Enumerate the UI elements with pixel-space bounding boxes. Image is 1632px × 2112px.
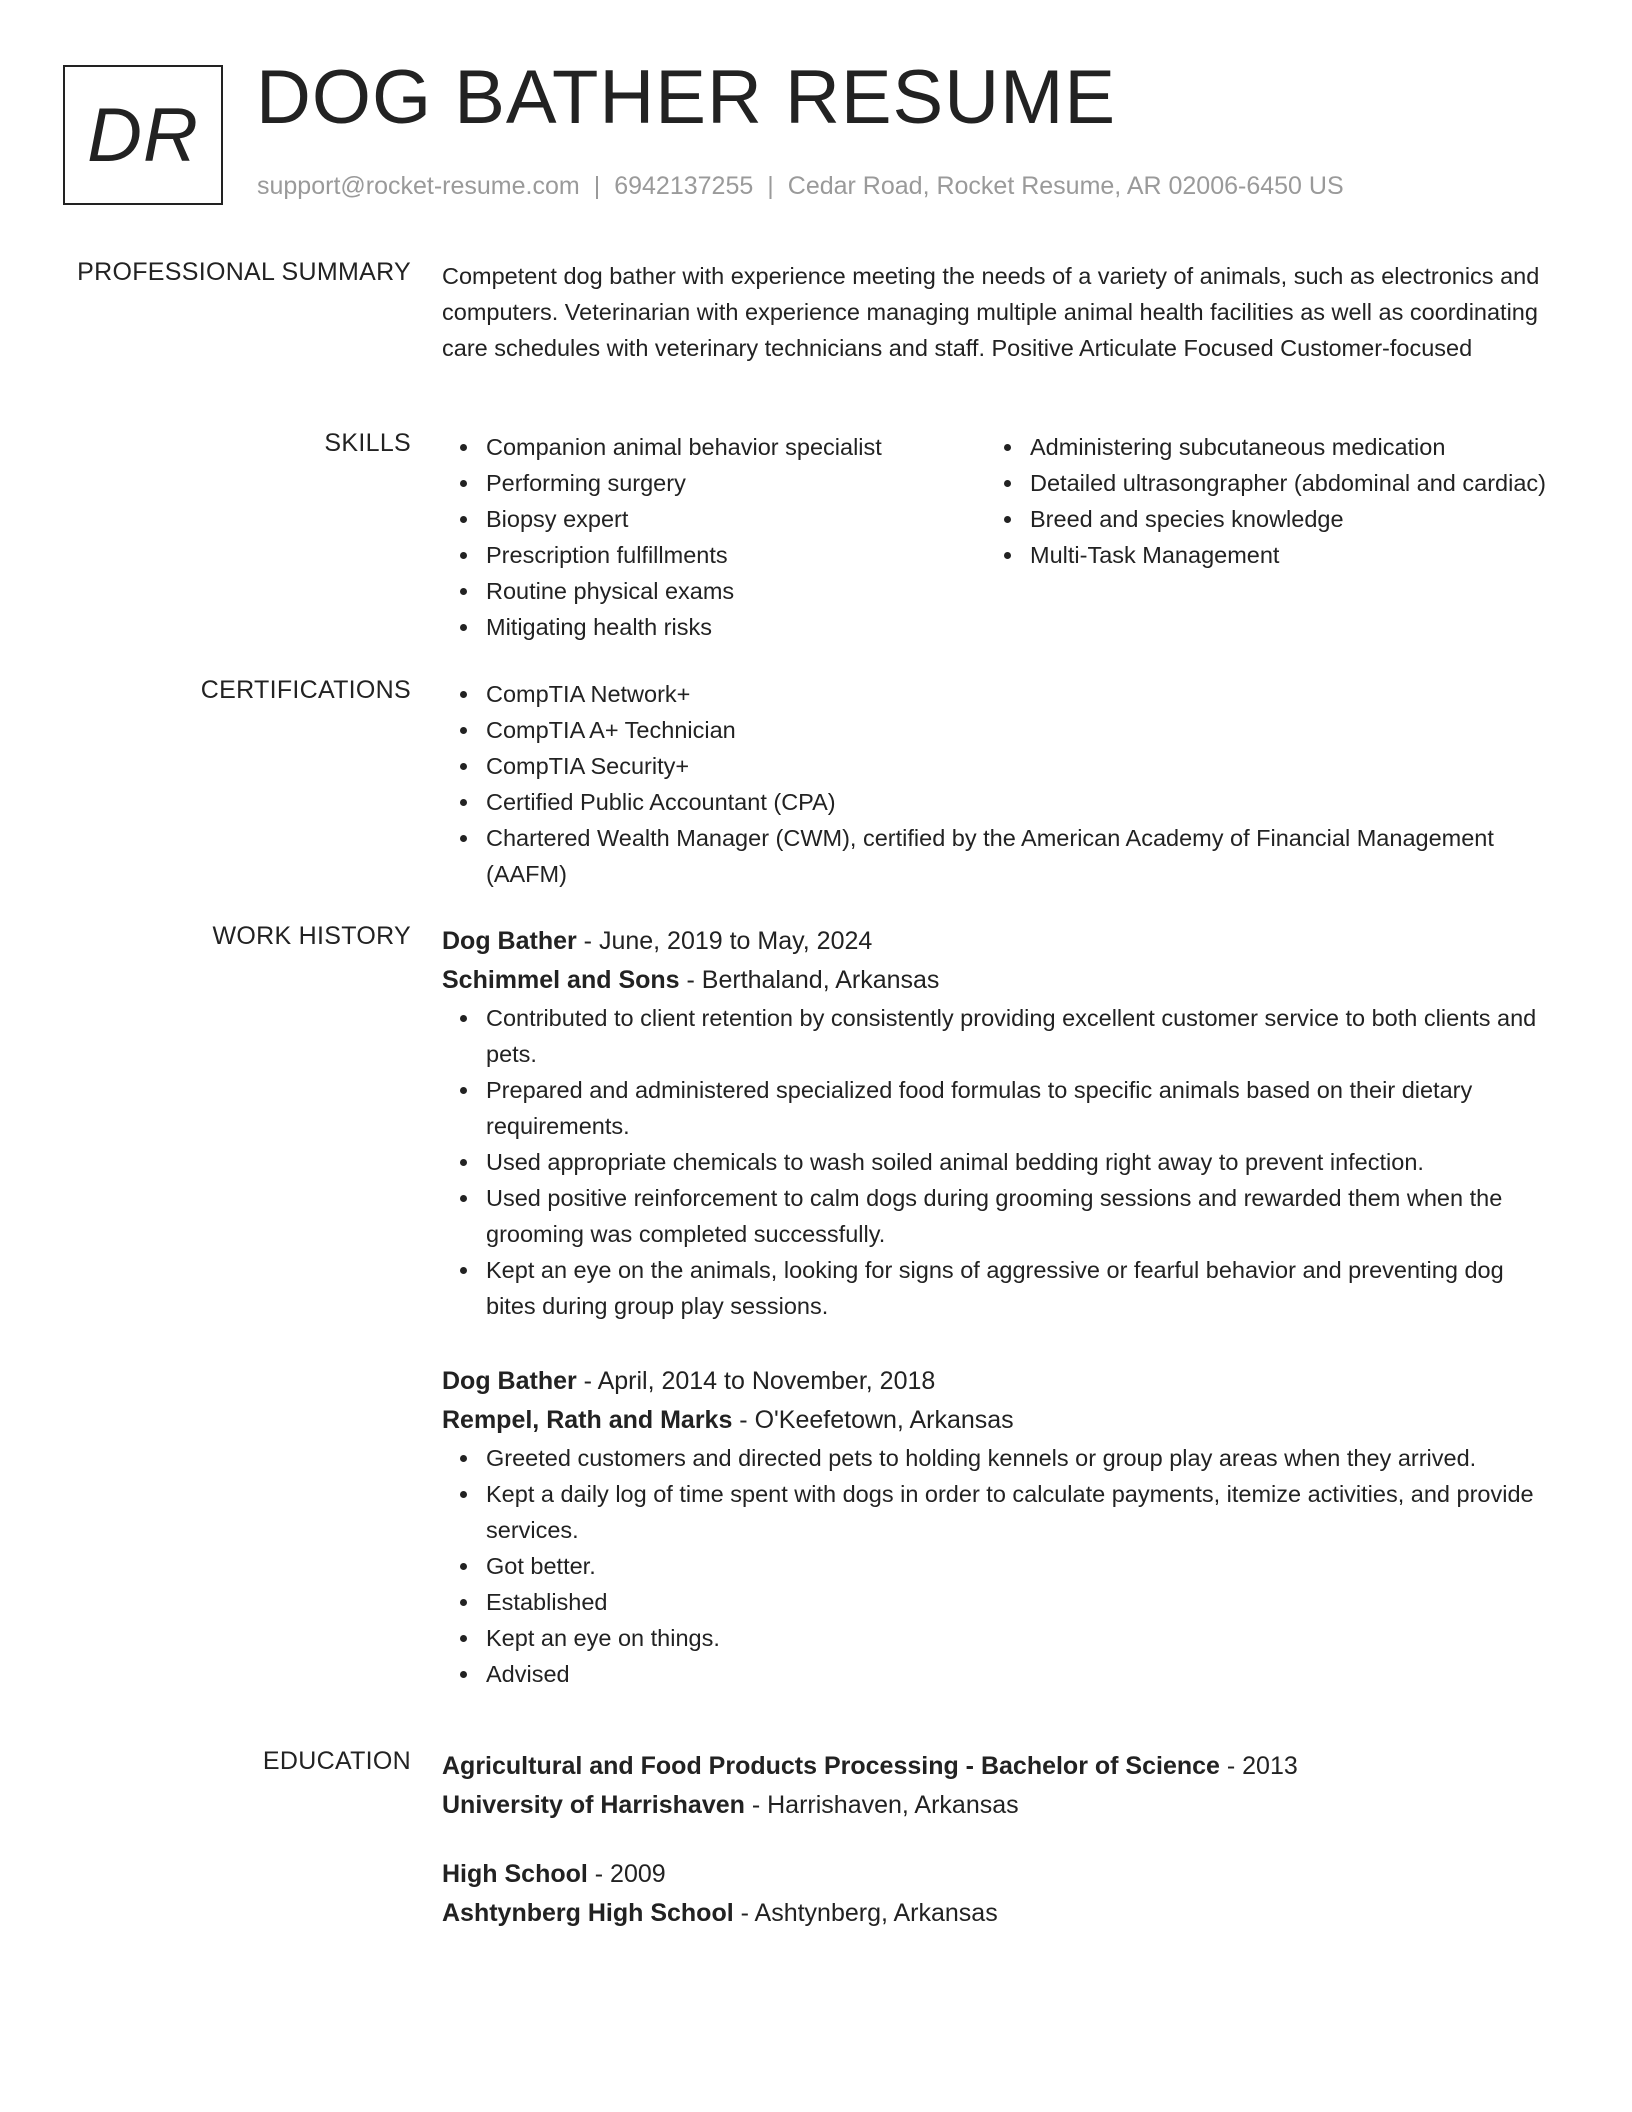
skill-item: Multi-Task Management bbox=[1030, 537, 1550, 573]
job-dates: - April, 2014 to November, 2018 bbox=[576, 1367, 936, 1395]
section-label-work-history: WORK HISTORY bbox=[212, 922, 411, 950]
education-school: Ashtynberg High School bbox=[442, 1899, 734, 1927]
contact-email[interactable]: support@rocket-resume.com bbox=[257, 172, 580, 200]
skill-item: Routine physical exams bbox=[486, 573, 986, 609]
job-company: Rempel, Rath and Marks bbox=[442, 1406, 733, 1434]
skill-item: Performing surgery bbox=[486, 465, 986, 501]
skill-item: Administering subcutaneous medication bbox=[1030, 429, 1550, 465]
education-school-line bbox=[442, 1894, 1552, 1933]
education-school: University of Harrishaven bbox=[442, 1791, 745, 1819]
education-degree: High School bbox=[442, 1860, 588, 1888]
work-history-body bbox=[442, 922, 1552, 1692]
skill-item: Mitigating health risks bbox=[486, 609, 986, 645]
certification-item: Certified Public Accountant (CPA) bbox=[486, 784, 1552, 820]
education-year: - 2013 bbox=[1219, 1752, 1298, 1780]
education-body bbox=[442, 1747, 1552, 1933]
job-duty-item: Established bbox=[486, 1584, 1552, 1620]
contact-line bbox=[257, 172, 1344, 201]
job-location: - O'Keefetown, Arkansas bbox=[732, 1406, 1014, 1434]
job-duty-item: Used positive reinforcement to calm dogs during grooming sessions and rewarded them when the grooming was completed successfully. bbox=[486, 1180, 1552, 1252]
job-entry bbox=[442, 922, 1552, 1324]
skill-item: Prescription fulfillments bbox=[486, 537, 986, 573]
job-duty-item: Kept a daily log of time spent with dogs in order to calculate payments, itemize activities, and provide services. bbox=[486, 1476, 1552, 1548]
job-title: Dog Bather bbox=[442, 927, 577, 955]
skill-item: Breed and species knowledge bbox=[1030, 501, 1550, 537]
section-label-certifications: CERTIFICATIONS bbox=[200, 676, 411, 704]
summary-text: Competent dog bather with experience meeting the needs of a variety of animals, such as electronics and computers. Veterinarian with experience managing multiple animal health facilities as well as coordinating care schedules with veterinary technicians and staff. Positive Articulate Focused Customer-focused bbox=[442, 263, 1540, 361]
section-label-skills: SKILLS bbox=[324, 429, 411, 457]
certification-item: Chartered Wealth Manager (CWM), certified by the American Academy of Financial Management (AAFM) bbox=[486, 820, 1552, 892]
job-title-line bbox=[442, 922, 1552, 961]
skill-item: Biopsy expert bbox=[486, 501, 986, 537]
education-year: - 2009 bbox=[587, 1860, 666, 1888]
job-duties-list bbox=[442, 1000, 1552, 1324]
education-location: - Harrishaven, Arkansas bbox=[744, 1791, 1019, 1819]
job-duty-item: Kept an eye on things. bbox=[486, 1620, 1552, 1656]
certification-item: CompTIA Security+ bbox=[486, 748, 1552, 784]
section-label-education: EDUCATION bbox=[262, 1747, 411, 1775]
contact-address: Cedar Road, Rocket Resume, AR 02006-6450 US bbox=[787, 172, 1344, 200]
initials-monogram: DR bbox=[63, 65, 223, 205]
education-entry bbox=[442, 1855, 1552, 1933]
skills-list-left bbox=[442, 429, 986, 645]
job-duty-item: Prepared and administered specialized food formulas to specific animals based on their dietary requirements. bbox=[486, 1072, 1552, 1144]
summary-body bbox=[442, 258, 1552, 366]
job-entry bbox=[442, 1362, 1552, 1692]
resume-title: DOG BATHER RESUME bbox=[256, 55, 1117, 140]
skills-body bbox=[442, 429, 1552, 645]
skills-list-right bbox=[986, 429, 1550, 645]
section-label-summary: PROFESSIONAL SUMMARY bbox=[77, 258, 411, 286]
education-degree: Agricultural and Food Products Processing - Bachelor of Science bbox=[442, 1752, 1220, 1780]
job-company-line bbox=[442, 961, 1552, 1000]
contact-separator: | bbox=[767, 172, 774, 200]
job-duties-list bbox=[442, 1440, 1552, 1692]
job-title-line bbox=[442, 1362, 1552, 1401]
education-degree-line bbox=[442, 1747, 1552, 1786]
education-school-line bbox=[442, 1786, 1552, 1825]
skill-item: Companion animal behavior specialist bbox=[486, 429, 986, 465]
job-company: Schimmel and Sons bbox=[442, 966, 680, 994]
job-location: - Berthaland, Arkansas bbox=[679, 966, 940, 994]
job-duty-item: Kept an eye on the animals, looking for signs of aggressive or fearful behavior and preventing dog bites during group play sessions. bbox=[486, 1252, 1552, 1324]
job-duty-item: Used appropriate chemicals to wash soiled animal bedding right away to prevent infection. bbox=[486, 1144, 1552, 1180]
contact-separator: | bbox=[593, 172, 601, 200]
education-entry bbox=[442, 1747, 1552, 1825]
job-dates: - June, 2019 to May, 2024 bbox=[576, 927, 873, 955]
contact-phone[interactable]: 6942137255 bbox=[614, 172, 754, 200]
job-title: Dog Bather bbox=[442, 1367, 577, 1395]
certifications-list bbox=[442, 676, 1552, 892]
job-duty-item: Greeted customers and directed pets to holding kennels or group play areas when they arrived. bbox=[486, 1440, 1552, 1476]
job-duty-item: Contributed to client retention by consistently providing excellent customer service to both clients and pets. bbox=[486, 1000, 1552, 1072]
education-degree-line bbox=[442, 1855, 1552, 1894]
education-location: - Ashtynberg, Arkansas bbox=[733, 1899, 998, 1927]
certification-item: CompTIA Network+ bbox=[486, 676, 1552, 712]
certifications-body bbox=[442, 676, 1552, 892]
job-duty-item: Got better. bbox=[486, 1548, 1552, 1584]
certification-item: CompTIA A+ Technician bbox=[486, 712, 1552, 748]
skill-item: Detailed ultrasongrapher (abdominal and cardiac) bbox=[1030, 465, 1550, 501]
job-company-line bbox=[442, 1401, 1552, 1440]
job-duty-item: Advised bbox=[486, 1656, 1552, 1692]
